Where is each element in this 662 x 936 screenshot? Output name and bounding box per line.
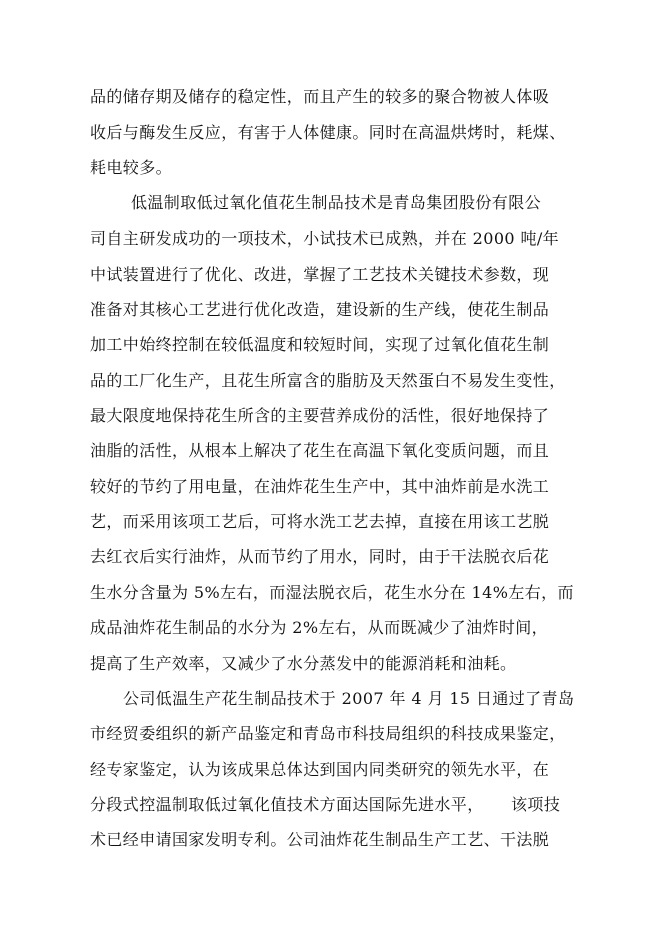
text-line-16: 成品油炸花生制品的水分为 2%左右，从而既减少了油炸时间， — [90, 618, 549, 637]
text-line-19: 市经贸委组织的新产品鉴定和青岛市科技局组织的科技成果鉴定， — [90, 724, 566, 743]
text-line-17: 提高了生产效率，又减少了水分蒸发中的能源消耗和油耗。 — [90, 654, 517, 673]
paragraph-2-first-line: 低温制取低过氧化值花生制品技术是青岛集团股份有限公 — [131, 193, 542, 212]
text-line-7: 准备对其核心工艺进行优化改造，建设新的生产线，使花生制品 — [90, 300, 550, 319]
paragraph-3-first-line: 公司低温生产花生制品技术于 2007 年 4 月 15 日通过了青岛 — [123, 689, 575, 708]
text-line-5: 司自主研发成功的一项技术，小试技术已成熟，并在 2000 吨/年 — [90, 229, 560, 248]
text-line-13: 艺，而采用该项工艺后，可将水洗工艺去掉，直接在用该工艺脱 — [90, 512, 550, 531]
text-line-20: 经专家鉴定，认为该成果总体达到国内同类研究的领先水平，在 — [90, 760, 550, 779]
text-line-12: 较好的节约了用电量，在油炸花生生产中，其中油炸前是水洗工 — [90, 477, 550, 496]
text-line-1: 品的储存期及储存的稳定性，而且产生的较多的聚合物被人体吸 — [90, 87, 550, 106]
text-line-8: 加工中始终控制在较低温度和较短时间，实现了过氧化值花生制 — [90, 335, 550, 354]
text-line-21: 分段式控温制取低过氧化值技术方面达国际先进水平， 该项技 — [90, 795, 561, 814]
text-line-2: 收后与酶发生反应，有害于人体健康。同时在高温烘烤时，耗煤、 — [90, 123, 566, 142]
text-line-9: 品的工厂化生产，且花生所富含的脂肪及天然蛋白不易发生变性， — [90, 371, 566, 390]
text-line-10: 最大限度地保持花生所含的主要营养成份的活性，很好地保持了 — [90, 406, 550, 425]
text-line-3: 耗电较多。 — [90, 158, 173, 177]
text-line-22: 术已经申请国家发明专利。公司油炸花生制品生产工艺、干法脱 — [90, 830, 550, 849]
text-line-15: 生水分含量为 5%左右，而湿法脱衣后，花生水分在 14%左右，而 — [90, 583, 574, 602]
text-line-11: 油脂的活性，从根本上解决了花生在高温下氧化变质问题，而且 — [90, 441, 550, 460]
text-line-14: 去红衣后实行油炸，从而节约了用水，同时，由于干法脱衣后花 — [90, 547, 550, 566]
text-line-6: 中试装置进行了优化、改进，掌握了工艺技术关键技术参数，现 — [90, 265, 550, 284]
